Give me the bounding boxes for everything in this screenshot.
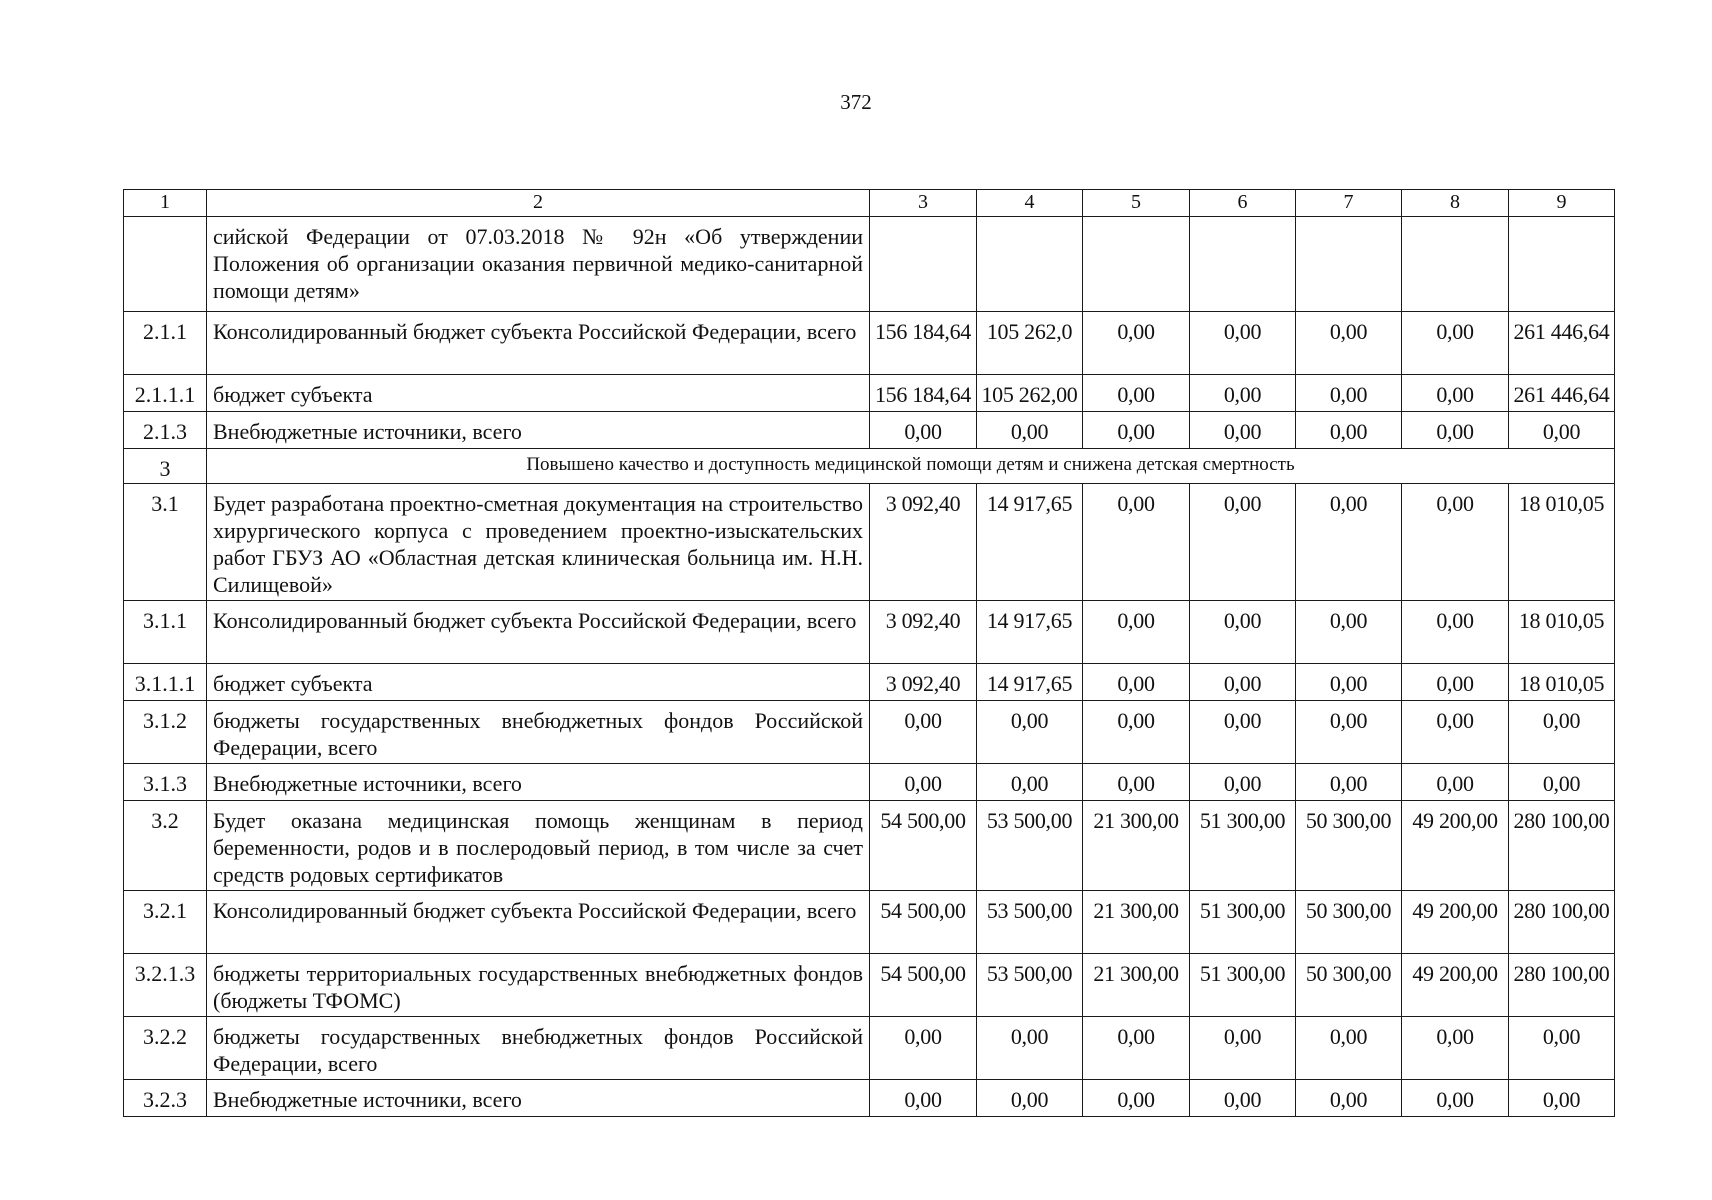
table-row (124, 664, 1615, 701)
value-cell: 156 184,64 (870, 375, 977, 412)
value-cell: 280 100,00 (1509, 891, 1615, 954)
value-cell: 0,00 (1296, 701, 1402, 764)
value-cell: 0,00 (1190, 484, 1296, 601)
continuation-row (124, 217, 1615, 312)
value-cell: 0,00 (1083, 701, 1190, 764)
row-description: Будет разработана проектно-сметная документация на строительство хирургического корпуса с проведением проектно-изыскательских работ ГБУЗ АО «Областная детская клиническая больница им. Н.Н. Силищевой» (207, 484, 870, 601)
value-cell: 51 300,00 (1190, 891, 1296, 954)
value-cell: 0,00 (1509, 764, 1615, 801)
table-row (124, 1080, 1615, 1117)
table-row (124, 484, 1615, 601)
value-cell: 0,00 (1083, 1080, 1190, 1117)
header-cell: 1 (124, 190, 207, 217)
value-cell: 0,00 (870, 412, 977, 449)
value-cell: 18 010,05 (1509, 664, 1615, 701)
row-number: 3.2.1 (124, 891, 207, 954)
section-row (124, 449, 1615, 484)
table-row (124, 764, 1615, 801)
value-cell: 0,00 (1190, 412, 1296, 449)
value-cell: 0,00 (977, 412, 1083, 449)
value-cell: 0,00 (1083, 484, 1190, 601)
value-cell (977, 217, 1083, 312)
value-cell: 0,00 (1083, 664, 1190, 701)
header-cell: 7 (1296, 190, 1402, 217)
value-cell: 0,00 (1402, 375, 1509, 412)
value-cell (870, 217, 977, 312)
section-title: Повышено качество и доступность медицинской помощи детям и снижена детская смертность (207, 449, 1615, 484)
value-cell: 53 500,00 (977, 954, 1083, 1017)
value-cell: 54 500,00 (870, 801, 977, 891)
row-description: Консолидированный бюджет субъекта Российской Федерации, всего (207, 601, 870, 664)
value-cell: 21 300,00 (1083, 954, 1190, 1017)
row-number: 3.2.3 (124, 1080, 207, 1117)
value-cell: 54 500,00 (870, 891, 977, 954)
value-cell: 0,00 (1402, 312, 1509, 375)
value-cell: 0,00 (870, 1080, 977, 1117)
value-cell: 0,00 (1509, 701, 1615, 764)
value-cell: 0,00 (1190, 375, 1296, 412)
row-number: 3.1.1.1 (124, 664, 207, 701)
row-number (124, 217, 207, 312)
value-cell: 0,00 (1190, 1017, 1296, 1080)
table-row (124, 312, 1615, 375)
row-description: Будет оказана медицинская помощь женщинам в период беременности, родов и в послеродовый период, в том числе за счет средств родовых сертификатов (207, 801, 870, 891)
value-cell: 14 917,65 (977, 664, 1083, 701)
value-cell: 105 262,0 (977, 312, 1083, 375)
value-cell: 0,00 (977, 1017, 1083, 1080)
row-number: 2.1.1.1 (124, 375, 207, 412)
value-cell: 0,00 (1190, 701, 1296, 764)
value-cell: 0,00 (1190, 601, 1296, 664)
value-cell: 0,00 (870, 1017, 977, 1080)
value-cell: 53 500,00 (977, 891, 1083, 954)
value-cell: 14 917,65 (977, 601, 1083, 664)
value-cell: 0,00 (1083, 375, 1190, 412)
value-cell: 0,00 (1296, 375, 1402, 412)
value-cell: 0,00 (1083, 764, 1190, 801)
value-cell: 49 200,00 (1402, 801, 1509, 891)
value-cell: 0,00 (1296, 484, 1402, 601)
value-cell: 0,00 (1296, 764, 1402, 801)
page-number: 372 (840, 90, 872, 114)
value-cell: 280 100,00 (1509, 801, 1615, 891)
value-cell: 49 200,00 (1402, 954, 1509, 1017)
value-cell: 261 446,64 (1509, 375, 1615, 412)
value-cell: 0,00 (1296, 312, 1402, 375)
row-number: 3.1.2 (124, 701, 207, 764)
value-cell (1083, 217, 1190, 312)
value-cell: 0,00 (1083, 601, 1190, 664)
row-number: 3.1.1 (124, 601, 207, 664)
value-cell: 51 300,00 (1190, 954, 1296, 1017)
header-cell: 4 (977, 190, 1083, 217)
row-number: 2.1.1 (124, 312, 207, 375)
value-cell: 50 300,00 (1296, 891, 1402, 954)
row-description: Внебюджетные источники, всего (207, 1080, 870, 1117)
value-cell: 0,00 (1402, 601, 1509, 664)
row-description: бюджет субъекта (207, 664, 870, 701)
section-number: 3 (124, 449, 207, 484)
value-cell: 0,00 (1509, 1080, 1615, 1117)
value-cell: 53 500,00 (977, 801, 1083, 891)
value-cell: 0,00 (1296, 1080, 1402, 1117)
row-description: Консолидированный бюджет субъекта Российской Федерации, всего (207, 891, 870, 954)
table-row (124, 701, 1615, 764)
row-number: 3.1.3 (124, 764, 207, 801)
value-cell: 0,00 (1190, 764, 1296, 801)
header-cell: 6 (1190, 190, 1296, 217)
value-cell: 0,00 (1190, 1080, 1296, 1117)
value-cell: 0,00 (1296, 664, 1402, 701)
row-number: 3.2 (124, 801, 207, 891)
header-cell: 8 (1402, 190, 1509, 217)
value-cell: 0,00 (1296, 601, 1402, 664)
value-cell: 156 184,64 (870, 312, 977, 375)
header-cell: 5 (1083, 190, 1190, 217)
value-cell: 21 300,00 (1083, 891, 1190, 954)
value-cell: 54 500,00 (870, 954, 977, 1017)
value-cell: 21 300,00 (1083, 801, 1190, 891)
value-cell: 0,00 (1402, 484, 1509, 601)
value-cell: 0,00 (977, 1080, 1083, 1117)
value-cell: 105 262,00 (977, 375, 1083, 412)
value-cell: 0,00 (1296, 412, 1402, 449)
table-row (124, 801, 1615, 891)
value-cell: 0,00 (1402, 412, 1509, 449)
table-header-row (124, 190, 1615, 217)
row-description: Внебюджетные источники, всего (207, 412, 870, 449)
value-cell: 0,00 (870, 764, 977, 801)
table-body (124, 190, 1615, 1117)
value-cell (1296, 217, 1402, 312)
value-cell (1402, 217, 1509, 312)
value-cell: 0,00 (977, 701, 1083, 764)
table-row (124, 891, 1615, 954)
table-row (124, 412, 1615, 449)
value-cell: 0,00 (1083, 312, 1190, 375)
value-cell: 3 092,40 (870, 601, 977, 664)
value-cell: 0,00 (1190, 664, 1296, 701)
row-number: 3.1 (124, 484, 207, 601)
value-cell: 3 092,40 (870, 484, 977, 601)
row-description: сийской Федерации от 07.03.2018 № 92н «Об утверждении Положения об организации оказания первичной медико-санитарной помощи детям» (207, 217, 870, 312)
row-description: бюджеты государственных внебюджетных фондов Российской Федерации, всего (207, 701, 870, 764)
value-cell: 0,00 (1402, 764, 1509, 801)
header-cell: 2 (207, 190, 870, 217)
value-cell: 50 300,00 (1296, 801, 1402, 891)
table-row (124, 375, 1615, 412)
value-cell: 0,00 (1402, 1080, 1509, 1117)
table-row (124, 601, 1615, 664)
value-cell: 0,00 (1190, 312, 1296, 375)
table-row (124, 954, 1615, 1017)
value-cell (1509, 217, 1615, 312)
row-description: бюджеты территориальных государственных внебюджетных фондов (бюджеты ТФОМС) (207, 954, 870, 1017)
header-cell: 3 (870, 190, 977, 217)
value-cell: 0,00 (1296, 1017, 1402, 1080)
table-row (124, 1017, 1615, 1080)
value-cell: 49 200,00 (1402, 891, 1509, 954)
value-cell: 3 092,40 (870, 664, 977, 701)
value-cell: 280 100,00 (1509, 954, 1615, 1017)
value-cell: 0,00 (1509, 1017, 1615, 1080)
value-cell: 18 010,05 (1509, 484, 1615, 601)
value-cell: 261 446,64 (1509, 312, 1615, 375)
row-description: бюджет субъекта (207, 375, 870, 412)
value-cell: 0,00 (1509, 412, 1615, 449)
value-cell: 51 300,00 (1190, 801, 1296, 891)
value-cell: 0,00 (1402, 1017, 1509, 1080)
value-cell: 0,00 (1083, 412, 1190, 449)
value-cell: 50 300,00 (1296, 954, 1402, 1017)
value-cell (1190, 217, 1296, 312)
value-cell: 0,00 (1083, 1017, 1190, 1080)
row-number: 3.2.1.3 (124, 954, 207, 1017)
value-cell: 0,00 (1402, 701, 1509, 764)
row-number: 2.1.3 (124, 412, 207, 449)
row-description: Консолидированный бюджет субъекта Российской Федерации, всего (207, 312, 870, 375)
row-description: бюджеты государственных внебюджетных фондов Российской Федерации, всего (207, 1017, 870, 1080)
row-number: 3.2.2 (124, 1017, 207, 1080)
value-cell: 14 917,65 (977, 484, 1083, 601)
header-cell: 9 (1509, 190, 1615, 217)
row-description: Внебюджетные источники, всего (207, 764, 870, 801)
budget-table (123, 189, 1615, 1117)
value-cell: 18 010,05 (1509, 601, 1615, 664)
value-cell: 0,00 (870, 701, 977, 764)
value-cell: 0,00 (977, 764, 1083, 801)
value-cell: 0,00 (1402, 664, 1509, 701)
